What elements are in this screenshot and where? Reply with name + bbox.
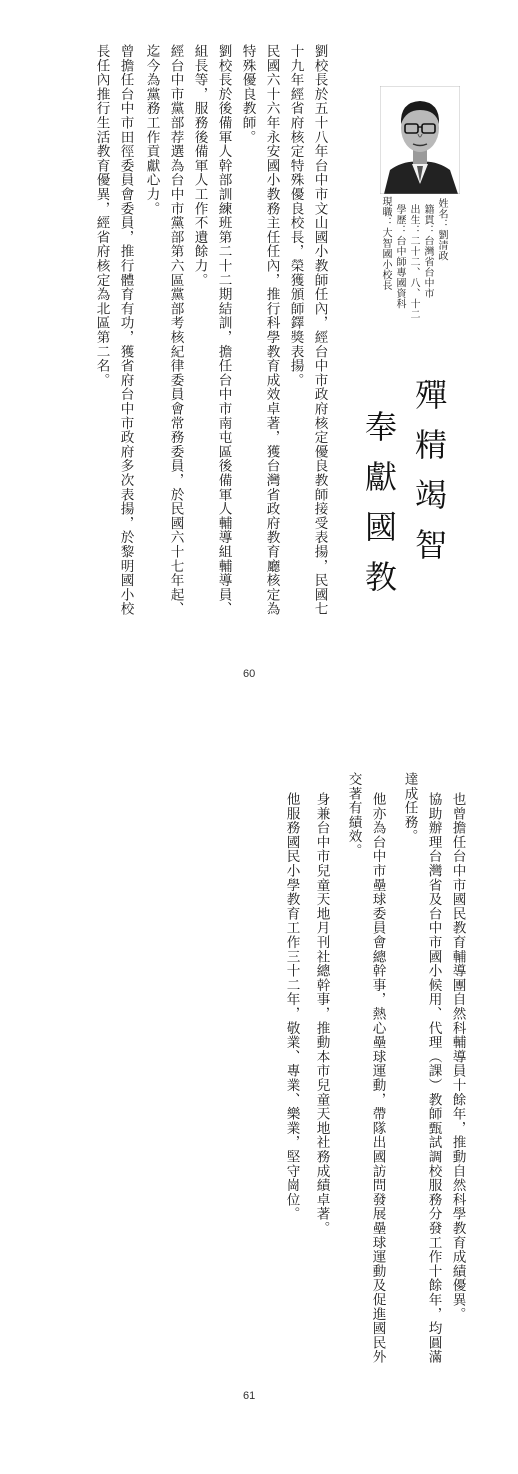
calligraphy-line-1: 殫精竭智 [410,378,448,578]
body-column-6: 組長等，服務後備軍人工作不遺餘力。 [191,44,208,288]
profile-native-place: 籍貫：台灣省台中市 [422,204,433,299]
body-column-4: 特殊優良教師。 [239,44,256,145]
page-number: 61 [243,1390,256,1402]
body-column-5: 交著有績效。 [345,772,362,858]
page-number: 60 [243,668,256,680]
body-column-1: 也曾擔任台中市國民教育輔導團自然科輔導員十餘年，推動自然科學教育成績優異。 [449,792,466,1322]
portrait-photo [380,86,460,194]
body-column-5: 劉校長於後備軍人幹部訓練班第二十二期結訓，擔任台中市南屯區後備軍人輔導組輔導員、 [215,44,232,616]
body-column-4: 他亦為台中市壘球委員會總幹事，熱心壘球運動，帶隊出國訪問發展壘球運動及促進國民外 [369,792,386,1364]
profile-position: 現職：大智國小校長 [380,196,391,291]
calligraphy-line-2: 奉獻國教 [360,410,398,610]
body-column-2: 協助辦理台灣省及台中市國小候用、代理（課）教師甄試調校服務分發工作十餘年，均圓滿 [425,792,442,1364]
body-column-10: 長任內推行生活教育優異，經省府核定為北區第二名。 [93,44,110,388]
body-column-7: 他服務國民小學教育工作三十二年，敬業、專業、樂業，堅守崗位。 [283,792,300,1221]
body-column-3: 達成任務。 [401,772,418,844]
profile-name: 姓名：劉清政 [436,198,447,261]
body-column-7: 經台中市黨部荐選為台中市黨部第六區黨部考核紀律委員會常務委員，於民國六十七年起、 [167,44,184,616]
body-column-8: 迄今為黨務工作貢獻心力。 [143,44,160,216]
profile-education: 學歷：台中師專國資科 [394,204,405,309]
body-column-9: 曾擔任台中市田徑委員會委員，推行體育有功，獲省府台中市政府多次表揚，於黎明國小校 [117,44,134,616]
body-column-1: 劉校長於五十八年台中市文山國小教師任內，經台中市政府核定優良教師接受表揚，民國七 [311,44,328,616]
profile-birth: 出生：二十二、八、十二 [408,204,419,320]
body-column-2: 十九年經省府核定特殊優良校長，榮獲頒師鐸獎表揚。 [287,44,304,388]
body-column-6: 身兼台中市兒童天地月刊社總幹事，推動本市兒童天地社務成績卓著。 [313,792,330,1236]
body-column-3: 民國六十六年永安國小教務主任任內，推行科學教育成效卓著，獲台灣省政府教育廳核定為 [263,44,280,616]
